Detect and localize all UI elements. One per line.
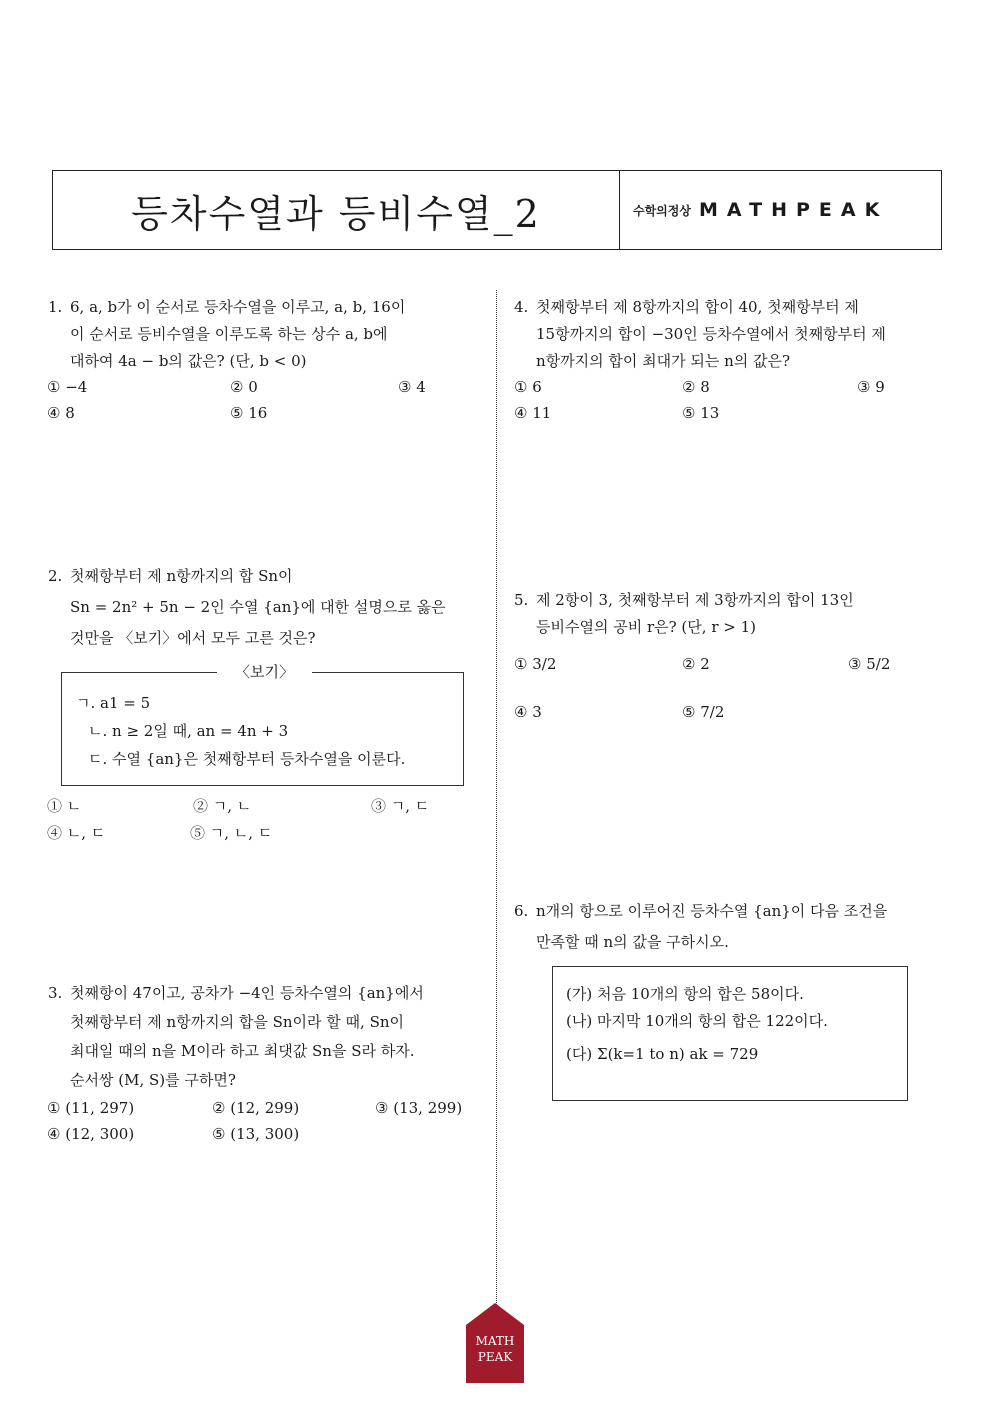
choice[interactable]: ⑤ 16 — [230, 404, 268, 422]
question-stem — [536, 294, 944, 375]
choice[interactable]: ③ (13, 299) — [375, 1099, 463, 1117]
question-1 — [48, 294, 478, 375]
stem-line: 첫째항부터 제 n항까지의 합을 Sn이라 할 때, Sn이 — [70, 1013, 405, 1031]
question-stem — [70, 979, 478, 1095]
choice[interactable]: ① ㄴ — [47, 797, 82, 815]
column-divider — [496, 290, 497, 1305]
question-stem — [536, 587, 944, 641]
choice[interactable]: ② 8 — [682, 378, 710, 396]
bogi-box — [61, 663, 464, 786]
brand-subtitle: 수학의정상 — [633, 203, 691, 218]
question-2 — [48, 561, 478, 654]
bogi-item: ㄱ. a1 = 5 — [76, 694, 151, 712]
question-number: 5. — [514, 591, 529, 609]
stem-line: 첫째항이 47이고, 공차가 −4인 등차수열의 {an}에서 — [70, 984, 424, 1002]
stem-line: 순서쌍 (M, S)를 구하면? — [70, 1071, 236, 1089]
question-stem — [70, 561, 478, 654]
question-number: 4. — [514, 298, 529, 316]
choice[interactable]: ④ 11 — [514, 404, 552, 422]
choice[interactable]: ⑤ 7/2 — [682, 703, 725, 721]
choice[interactable]: ③ 9 — [857, 378, 885, 396]
choice[interactable]: ② 0 — [230, 378, 258, 396]
mathpeak-logo — [466, 1303, 524, 1383]
stem-line: 최대일 때의 n을 M이라 하고 최댓값 Sn을 S라 하자. — [70, 1042, 415, 1060]
choice[interactable]: ④ (12, 300) — [47, 1125, 135, 1143]
stem-line: n개의 항으로 이루어진 등차수열 {an}이 다음 조건을 — [536, 902, 888, 920]
brand-cell — [619, 171, 941, 249]
stem-line: 15항까지의 합이 −30인 등차수열에서 첫째항부터 제 — [536, 325, 886, 343]
question-4 — [514, 294, 944, 375]
choice[interactable]: ③ 4 — [398, 378, 426, 396]
title-cell — [53, 171, 620, 249]
stem-line: 제 2항이 3, 첫째항부터 제 3항까지의 합이 13인 — [536, 591, 854, 609]
brand-name: MATHPEAK — [698, 199, 889, 221]
choice[interactable]: ① (11, 297) — [47, 1099, 135, 1117]
choice[interactable]: ⑤ (13, 300) — [212, 1125, 300, 1143]
condition-box — [552, 966, 908, 1101]
bogi-item: ㄷ. 수열 {an}은 첫째항부터 등차수열을 이룬다. — [88, 750, 406, 768]
bogi-items — [76, 689, 405, 773]
choice[interactable]: ② 2 — [682, 655, 710, 673]
question-number: 3. — [48, 984, 63, 1002]
page-title: 등차수열과 등비수열_2 — [131, 191, 541, 236]
question-stem — [70, 294, 478, 375]
stem-line: 등비수열의 공비 r은? (단, r > 1) — [536, 618, 756, 636]
choice[interactable]: ④ 3 — [514, 703, 542, 721]
choice[interactable]: ③ ㄱ, ㄷ — [371, 797, 430, 815]
stem-line: 것만을 〈보기〉에서 모두 고른 것은? — [70, 629, 316, 647]
logo-line-1: MATH — [475, 1334, 515, 1348]
stem-line: n항까지의 합이 최대가 되는 n의 값은? — [536, 352, 791, 370]
question-3 — [48, 979, 478, 1095]
choice[interactable]: ① 6 — [514, 378, 542, 396]
stem-line: Sn = 2n² + 5n − 2인 수열 {an}에 대한 설명으로 옳은 — [70, 598, 446, 616]
question-number: 1. — [48, 298, 63, 316]
question-stem — [536, 896, 944, 958]
stem-line: 이 순서로 등비수열을 이루도록 하는 상수 a, b에 — [70, 325, 388, 343]
header-box — [52, 170, 942, 250]
choice[interactable]: ① 3/2 — [514, 655, 557, 673]
choice[interactable]: ① −4 — [47, 378, 88, 396]
choice[interactable]: ④ ㄴ, ㄷ — [47, 824, 106, 842]
stem-line: 첫째항부터 제 n항까지의 합 Sn이 — [70, 567, 293, 585]
question-6 — [514, 896, 944, 958]
bogi-item: ㄴ. n ≥ 2일 때, an = 4n + 3 — [88, 722, 289, 740]
condition-item: (나) 마지막 10개의 항의 합은 122이다. — [566, 1012, 828, 1030]
bogi-title: 〈보기〉 — [217, 658, 312, 686]
choice[interactable]: ⑤ ㄱ, ㄴ, ㄷ — [190, 824, 273, 842]
choice[interactable]: ② ㄱ, ㄴ — [193, 797, 252, 815]
stem-line: 대하여 4a − b의 값은? (단, b < 0) — [70, 352, 307, 370]
question-number: 6. — [514, 902, 529, 920]
logo-line-2: PEAK — [477, 1350, 513, 1364]
stem-line: 만족할 때 n의 값을 구하시오. — [536, 933, 729, 951]
logo-text — [466, 1333, 524, 1365]
condition-item: (가) 처음 10개의 항의 합은 58이다. — [566, 985, 804, 1003]
stem-line: 첫째항부터 제 8항까지의 합이 40, 첫째항부터 제 — [536, 298, 859, 316]
condition-item: (다) Σ(k=1 to n) ak = 729 — [566, 1045, 759, 1063]
stem-line: 6, a, b가 이 순서로 등차수열을 이루고, a, b, 16이 — [70, 298, 406, 316]
question-5 — [514, 587, 944, 641]
choice[interactable]: ② (12, 299) — [212, 1099, 300, 1117]
question-number: 2. — [48, 567, 63, 585]
choice[interactable]: ⑤ 13 — [682, 404, 720, 422]
choice[interactable]: ③ 5/2 — [848, 655, 891, 673]
choice[interactable]: ④ 8 — [47, 404, 75, 422]
